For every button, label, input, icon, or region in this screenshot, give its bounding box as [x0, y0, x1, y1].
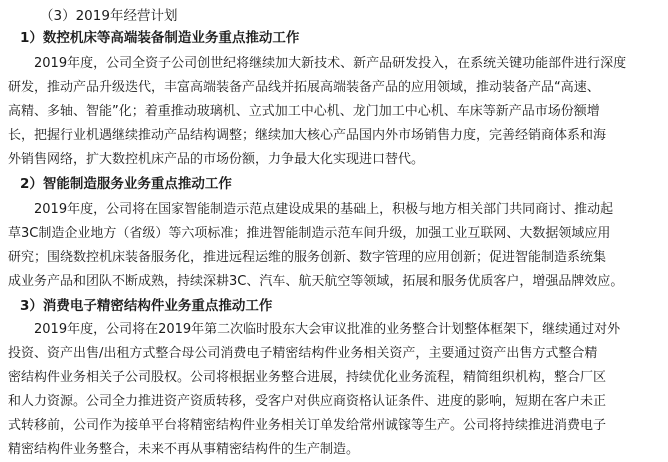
subsection-heading-3: 3）消费电子精密结构件业务重点推动工作 — [20, 298, 273, 314]
paragraph-line: 成业务产品和团队不断成熟，持续深耕3C、汽车、航天航空等领域，拓展和服务优质客户，增强品牌效应。 — [8, 274, 624, 289]
paragraph-line: 2019年度，公司将在2019年第二次临时股东大会审议批准的业务整合计划整体框架下，继续通过对外 — [34, 322, 621, 337]
subsection-heading-1: 1）数控机床等高端装备制造业务重点推动工作 — [20, 30, 300, 46]
paragraph-line: 精密结构件业务整合，未来不再从事精密结构件的生产制造。 — [8, 442, 360, 457]
paragraph-line: 2019年度，公司将在国家智能制造示范点建设成果的基础上，积极与地方相关部门共同商讨、推动起 — [34, 202, 614, 217]
paragraph-line: 式转移前，公司作为接单平台将精密结构件业务相关订单发给常州诚镓等生产。公司将持续推进消费电子 — [8, 418, 607, 433]
paragraph-line: 和人力资源。公司全力推进资产资质转移，受客户对供应商资格认证条件、进度的影响，短期在客户未正 — [8, 394, 607, 409]
paragraph-line: 外销售网络，扩大数控机床产品的市场份额，力争最大化实现进口替代。 — [8, 152, 425, 167]
paragraph-line: 2019年度，公司全资子公司创世纪将继续加大新技术、新产品研发投入，在系统关键功能部件进行深度 — [34, 56, 627, 71]
section-title: （3）2019年经营计划 — [40, 8, 178, 24]
paragraph-line: 投资、资产出售/出租方式整合母公司消费电子精密结构件业务相关资产，主要通过资产出售方式整合精 — [8, 346, 598, 361]
paragraph-line: 密结构件业务相关子公司股权。公司将根据业务整合进展，持续优化业务流程，精简组织机构，整合厂区 — [8, 370, 607, 385]
subsection-heading-2: 2）智能制造服务业务重点推动工作 — [20, 176, 232, 192]
paragraph-line: 草3C制造企业地方（省级）等六项标准；推进智能制造示范车间升级，加强工业互联网、大数据领域应用 — [8, 226, 611, 241]
paragraph-line: 研究；围绕数控机床装备服务化，推进远程运维的服务创新、数字管理的应用创新；促进智能制造系统集 — [8, 250, 607, 265]
paragraph-line: 长，把握行业机遇继续推动产品结构调整；继续加大核心产品国内外市场销售力度，完善经销商体系和海 — [8, 128, 607, 143]
paragraph-1 — [8, 52, 668, 172]
paragraph-2 — [8, 198, 668, 294]
paragraph-line: 研发，推动产品升级迭代，丰富高端装备产品线并拓展高端装备产品的应用领域，推动装备产品“高速、 — [8, 80, 600, 95]
paragraph-line: 高精、多轴、智能”化；着重推动玻璃机、立式加工中心机、龙门加工中心机、车床等新产品市场份额增 — [8, 104, 600, 119]
paragraph-3 — [8, 318, 668, 462]
